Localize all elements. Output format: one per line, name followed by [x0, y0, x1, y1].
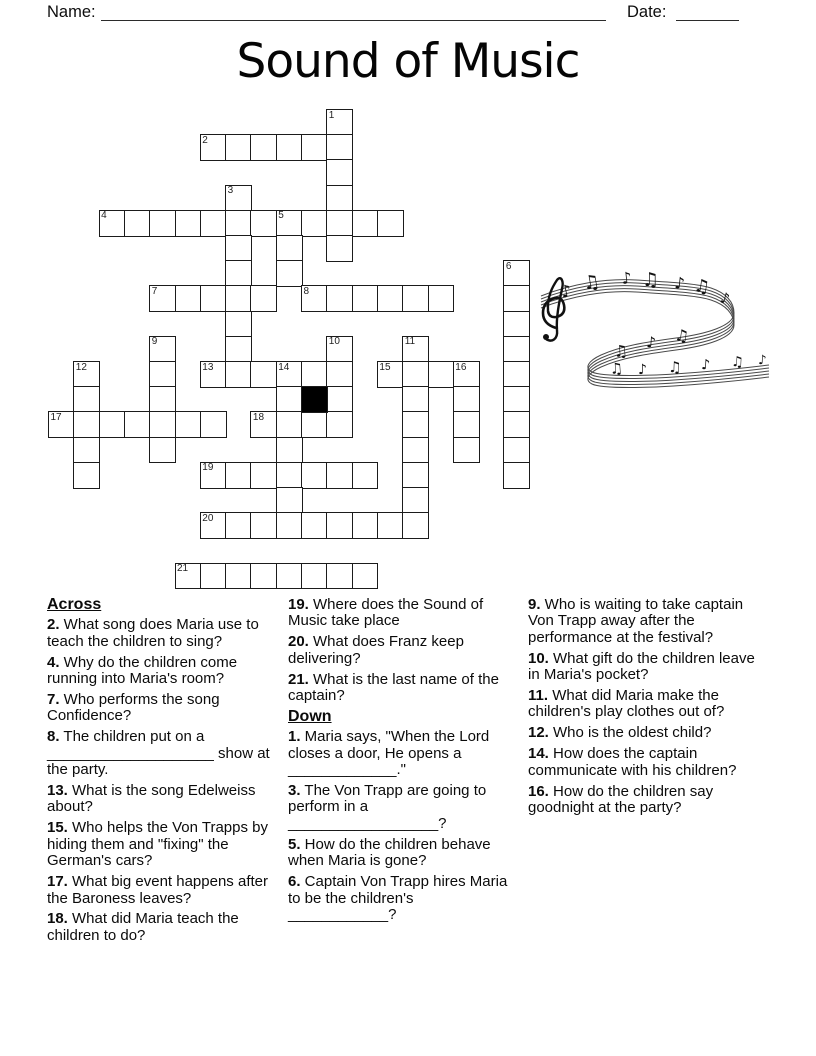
grid-cell[interactable] — [250, 512, 277, 539]
grid-cell[interactable] — [402, 462, 429, 489]
grid-cell[interactable] — [225, 336, 252, 363]
grid-cell[interactable] — [301, 361, 328, 388]
grid-cell[interactable] — [352, 512, 379, 539]
music-note-icon: ♪ — [645, 333, 657, 352]
clue-number: 6. — [288, 873, 301, 891]
grid-cell[interactable] — [326, 285, 353, 312]
cell-number: 10 — [328, 336, 340, 348]
music-note-icon: ♪ — [638, 362, 647, 378]
grid-cell[interactable] — [73, 386, 100, 413]
grid-cell[interactable] — [225, 260, 252, 287]
grid-cell[interactable] — [326, 411, 353, 438]
clue: 13. What is the song Edelweiss about? — [47, 782, 256, 816]
grid-cell[interactable] — [301, 512, 328, 539]
grid-cell[interactable] — [225, 311, 252, 338]
clue-number: 1. — [288, 728, 301, 746]
clue: 12. Who is the oldest child? — [528, 724, 712, 742]
grid-cell[interactable] — [73, 411, 100, 438]
cell-number: 16 — [455, 361, 467, 373]
grid-cell[interactable] — [149, 437, 176, 464]
grid-cell[interactable] — [276, 235, 303, 262]
crossword-grid — [48, 109, 532, 591]
grid-cell[interactable] — [402, 285, 429, 312]
grid-cell[interactable] — [250, 134, 277, 161]
grid-cell[interactable] — [250, 563, 277, 590]
grid-cell[interactable] — [175, 411, 202, 438]
grid-cell[interactable] — [326, 336, 353, 363]
music-note-icon: ♪ — [700, 357, 711, 374]
grid-cell[interactable] — [276, 361, 303, 388]
grid-cell[interactable] — [149, 386, 176, 413]
grid-cell[interactable] — [225, 185, 252, 212]
music-note-icon: ♪ — [718, 288, 732, 309]
grid-cell[interactable] — [200, 563, 227, 590]
cell-number: 5 — [278, 210, 284, 222]
grid-cell[interactable] — [99, 210, 126, 237]
clue: 17. What big event happens after the Baroness leaves? — [47, 873, 268, 907]
music-note-icon: ♫ — [692, 275, 712, 299]
grid-cell[interactable] — [200, 411, 227, 438]
grid-cell[interactable] — [73, 361, 100, 388]
cell-number: 1 — [328, 109, 335, 121]
grid-cell[interactable] — [124, 411, 151, 438]
clue: 1. Maria says, "When the Lord closes a door, He opens a _____________." — [288, 728, 490, 779]
grid-cell[interactable] — [225, 134, 252, 161]
grid-cell[interactable] — [149, 336, 176, 363]
clue-number: 21. — [288, 670, 309, 688]
clue: 21. What is the last name of the captain? — [288, 670, 499, 705]
clue-number: 4. — [47, 653, 60, 671]
clue: 10. What gift do the children leave in Maria's pocket? — [528, 649, 755, 684]
grid-cell[interactable] — [377, 512, 404, 539]
clue-column-down — [528, 597, 761, 821]
grid-cell[interactable] — [124, 210, 151, 237]
clue: 14. How does the captain communicate with his children? — [528, 745, 737, 779]
clue-number: 12. — [528, 724, 549, 742]
clue: 8. The children put on a ____________________ show at the party. — [47, 728, 270, 779]
grid-cell[interactable] — [73, 437, 100, 464]
grid-cell[interactable] — [326, 563, 353, 590]
grid-cell[interactable] — [326, 462, 353, 489]
grid-cell[interactable] — [73, 462, 100, 489]
clue: 9. Who is waiting to take captain Von Trapp away after the performance at the festival? — [528, 596, 744, 646]
clue-number: 13. — [47, 782, 68, 800]
grid-cell[interactable] — [326, 159, 353, 186]
cell-number: 4 — [101, 210, 107, 222]
grid-cell[interactable] — [225, 210, 252, 237]
clue: 16. How do the children say goodnight at the party? — [528, 782, 714, 816]
grid-cell[interactable] — [503, 437, 530, 464]
grid-cell[interactable] — [326, 210, 353, 237]
grid-cell[interactable] — [225, 235, 252, 262]
grid-cell[interactable] — [276, 260, 303, 287]
grid-cell[interactable] — [225, 512, 252, 539]
clue-number: 20. — [288, 633, 309, 651]
music-note-icon: ♪ — [757, 353, 767, 369]
clue-column-middle — [288, 597, 521, 928]
grid-cell[interactable] — [200, 285, 227, 312]
grid-cell[interactable] — [149, 285, 176, 312]
grid-cell[interactable] — [301, 210, 328, 237]
grid-cell[interactable] — [276, 437, 303, 464]
grid-cell[interactable] — [276, 134, 303, 161]
grid-cell[interactable] — [250, 210, 277, 237]
cell-number: 8 — [303, 285, 310, 297]
grid-cell[interactable] — [48, 411, 75, 438]
name-input-line[interactable] — [101, 2, 606, 21]
grid-cell[interactable] — [175, 285, 202, 312]
grid-cell[interactable] — [276, 512, 303, 539]
grid-cell[interactable] — [200, 210, 227, 237]
grid-cell[interactable] — [326, 109, 353, 136]
music-note-icon: ♪ — [673, 273, 686, 294]
grid-cell[interactable] — [402, 437, 429, 464]
clue-number: 14. — [528, 745, 549, 763]
grid-cell[interactable] — [503, 462, 530, 489]
cell-number: 2 — [202, 134, 208, 146]
grid-cell[interactable] — [276, 563, 303, 590]
grid-cell[interactable] — [352, 563, 379, 590]
grid-cell[interactable] — [377, 210, 404, 237]
clue: 19. Where does the Sound of Music take place — [288, 596, 484, 630]
grid-cell[interactable] — [276, 210, 303, 237]
grid-cell[interactable] — [225, 361, 252, 388]
clue-number: 19. — [288, 596, 309, 613]
music-note-icon: ♪ — [620, 268, 633, 288]
music-note-icon: ♫ — [609, 359, 624, 378]
cell-number: 13 — [202, 361, 214, 373]
grid-cell[interactable] — [250, 361, 277, 388]
cell-number: 21 — [177, 563, 189, 575]
grid-cell[interactable] — [453, 386, 480, 413]
grid-cell[interactable] — [149, 210, 176, 237]
clue-number: 5. — [288, 835, 301, 853]
grid-cell[interactable] — [276, 411, 303, 438]
grid-cell[interactable] — [301, 134, 328, 161]
cell-number: 14 — [278, 361, 290, 373]
cell-number: 15 — [379, 361, 391, 373]
grid-cell[interactable] — [352, 462, 379, 489]
grid-cell[interactable] — [352, 210, 379, 237]
grid-cell[interactable] — [402, 487, 429, 514]
cell-number: 20 — [202, 512, 214, 524]
clue-number: 18. — [47, 910, 68, 928]
clue-number: 2. — [47, 616, 60, 634]
grid-cell[interactable] — [402, 411, 429, 438]
clue-list-header: Down — [288, 707, 332, 725]
clue: 6. Captain Von Trapp hires Maria to be the children's ____________? — [288, 873, 508, 923]
clue: 20. What does Franz keep delivering? — [288, 633, 464, 667]
date-label: Date: — [627, 3, 667, 21]
grid-cell[interactable] — [225, 285, 252, 312]
grid-cell[interactable] — [326, 235, 353, 262]
music-note-icon: ♫ — [642, 269, 660, 291]
page-title: Sound of Music — [236, 34, 580, 89]
grid-cell[interactable] — [402, 512, 429, 539]
grid-cell[interactable] — [453, 411, 480, 438]
grid-cell[interactable] — [276, 462, 303, 489]
clue-number: 9. — [528, 596, 541, 613]
grid-cell[interactable] — [200, 361, 227, 388]
date-input-line[interactable] — [676, 2, 739, 21]
grid-cell[interactable] — [428, 285, 455, 312]
cell-number: 6 — [505, 260, 512, 272]
music-note-icon: ♫ — [612, 341, 629, 361]
name-label: Name: — [47, 3, 96, 21]
clue: 11. What did Maria make the children's play clothes out of? — [528, 687, 725, 721]
grid-cell[interactable] — [503, 411, 530, 438]
grid-cell[interactable] — [402, 336, 429, 363]
cell-number: 12 — [75, 361, 87, 373]
grid-cell[interactable] — [200, 134, 227, 161]
grid-cell[interactable] — [453, 437, 480, 464]
grid-cell[interactable] — [250, 285, 277, 312]
cell-number: 11 — [404, 336, 416, 348]
grid-cell[interactable] — [225, 563, 252, 590]
clue: 5. How do the children behave when Maria is gone? — [288, 835, 491, 870]
music-note-icon: ♪ — [558, 281, 574, 303]
music-staff-decoration — [526, 264, 776, 399]
grid-cell[interactable] — [326, 185, 353, 212]
clue-number: 11. — [528, 687, 549, 705]
grid-cell[interactable] — [225, 462, 252, 489]
grid-cell[interactable] — [428, 361, 455, 388]
music-note-icon: ♫ — [730, 354, 745, 371]
grid-cell[interactable] — [250, 411, 277, 438]
grid-cell[interactable] — [326, 134, 353, 161]
grid-cell[interactable] — [326, 512, 353, 539]
clue-number: 3. — [288, 782, 301, 800]
grid-cell[interactable] — [402, 386, 429, 413]
grid-cell[interactable] — [301, 411, 328, 438]
grid-cell[interactable] — [326, 386, 353, 413]
grid-cell[interactable] — [352, 285, 379, 312]
clue-number: 16. — [528, 782, 549, 800]
grid-cell[interactable] — [301, 462, 328, 489]
grid-cell[interactable] — [250, 462, 277, 489]
music-note-icon: ♫ — [673, 325, 691, 346]
clue-list-header: Across — [47, 596, 102, 613]
clue: 15. Who helps the Von Trapps by hiding them and "fixing" the German's cars? — [47, 819, 268, 870]
clue-number: 7. — [47, 691, 60, 709]
grid-cell[interactable] — [149, 361, 176, 388]
grid-cell[interactable] — [301, 563, 328, 590]
cell-number: 18 — [252, 411, 265, 423]
clue: 3. The Von Trapp are going to perform in a __________________? — [288, 782, 487, 832]
black-cell — [301, 386, 328, 413]
grid-cell[interactable] — [453, 361, 480, 388]
music-note-icon: ♫ — [667, 358, 682, 377]
grid-cell[interactable] — [326, 361, 353, 388]
grid-cell[interactable] — [276, 487, 303, 514]
clue: 4. Why do the children come running into Maria's room? — [47, 653, 238, 688]
clue-number: 17. — [47, 873, 68, 891]
grid-cell[interactable] — [149, 411, 176, 438]
cell-number: 19 — [202, 462, 214, 474]
clue-column-across — [47, 597, 280, 949]
grid-cell[interactable] — [301, 285, 328, 312]
grid-cell[interactable] — [200, 462, 227, 489]
grid-cell[interactable] — [99, 411, 126, 438]
cell-number: 9 — [151, 336, 158, 348]
grid-cell[interactable] — [175, 210, 202, 237]
music-note-icon: ♫ — [581, 270, 602, 295]
clue-number: 8. — [47, 728, 60, 746]
cell-number: 3 — [227, 185, 234, 197]
clue-number: 10. — [528, 649, 549, 667]
grid-cell[interactable] — [377, 361, 404, 388]
grid-cell[interactable] — [377, 285, 404, 312]
grid-cell[interactable] — [175, 563, 202, 590]
cell-number: 7 — [151, 285, 158, 297]
clue-number: 15. — [47, 819, 68, 837]
grid-cell[interactable] — [276, 386, 303, 413]
clue: 2. What song does Maria use to teach the children to sing? — [47, 616, 259, 650]
cell-number: 17 — [50, 411, 62, 423]
grid-cell[interactable] — [200, 512, 227, 539]
clue: 18. What did Maria teach the children to do? — [47, 910, 239, 944]
grid-cell[interactable] — [402, 361, 429, 388]
clue: 7. Who performs the song Confidence? — [47, 691, 220, 725]
